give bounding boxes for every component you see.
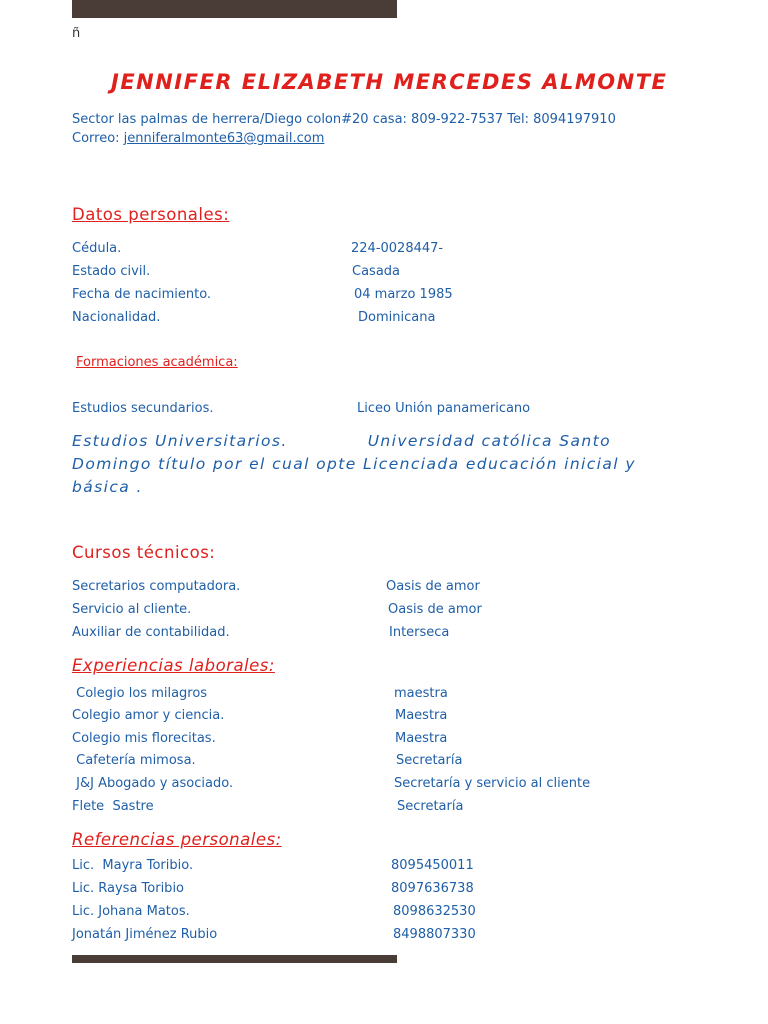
courses-heading: Cursos técnicos: — [72, 543, 216, 562]
secondary-label: Estudios secundarios. — [72, 401, 214, 416]
personal-label-birth: Fecha de nacimiento. — [72, 287, 212, 302]
experience-label: Colegio los milagros — [72, 686, 208, 701]
reference-phone: 8498807330 — [393, 927, 476, 942]
email-label: Correo: — [72, 131, 124, 146]
experience-label: J&J Abogado y asociado. — [72, 776, 234, 791]
course-value: Interseca — [389, 625, 450, 640]
personal-label-id: Cédula. — [72, 241, 122, 256]
references-heading: Referencias personales: — [72, 830, 282, 849]
university-text: Universidad católica Santo Domingo título por el cual opte Licenciada educación inicial y básica . — [72, 432, 636, 496]
personal-value-nationality: Dominicana — [358, 310, 436, 325]
personal-value-birth: 04 marzo 1985 — [354, 287, 453, 302]
course-value: Oasis de amor — [386, 579, 480, 594]
secondary-value: Liceo Unión panamericano — [357, 401, 531, 416]
course-value: Oasis de amor — [388, 602, 482, 617]
reference-name: Lic. Mayra Toribio. — [72, 858, 194, 873]
experience-label: Colegio amor y ciencia. — [72, 708, 225, 723]
applicant-name: JENNIFER ELIZABETH MERCEDES ALMONTE — [111, 70, 668, 94]
education-heading: Formaciones académica: — [76, 355, 238, 370]
course-label: Servicio al cliente. — [72, 602, 192, 617]
university-label: Estudios Universitarios. — [72, 432, 288, 450]
experience-value: Maestra — [395, 708, 448, 723]
personal-label-civil: Estado civil. — [72, 264, 151, 279]
reference-name: Lic. Johana Matos. — [72, 904, 190, 919]
personal-value-id: 224-0028447- — [351, 241, 444, 256]
experience-heading: Experiencias laborales: — [72, 656, 275, 675]
experience-label: Colegio mis florecitas. — [72, 731, 216, 746]
personal-data-heading: Datos personales: — [72, 205, 230, 224]
reference-name: Lic. Raysa Toribio — [72, 881, 185, 896]
experience-value: Secretaría y servicio al cliente — [394, 776, 591, 791]
reference-phone: 8098632530 — [393, 904, 476, 919]
course-label: Secretarios computadora. — [72, 579, 241, 594]
university-paragraph — [72, 430, 682, 499]
personal-value-civil: Casada — [352, 264, 401, 279]
reference-phone: 8097636738 — [391, 881, 474, 896]
experience-label: Flete Sastre — [72, 799, 154, 814]
course-label: Auxiliar de contabilidad. — [72, 625, 230, 640]
experience-value: Secretaría — [397, 799, 464, 814]
address-line: Sector las palmas de herrera/Diego colon#20 casa: 809-922-7537 Tel: 8094197910 — [72, 112, 616, 127]
personal-label-nationality: Nacionalidad. — [72, 310, 161, 325]
experience-value: Maestra — [395, 731, 448, 746]
reference-phone: 8095450011 — [391, 858, 474, 873]
experience-value: Secretaría — [396, 753, 463, 768]
header-mark: ñ — [72, 26, 81, 41]
email-line — [72, 131, 324, 146]
bottom-decorative-bar — [72, 955, 397, 963]
experience-label: Cafetería mimosa. — [72, 753, 196, 768]
top-decorative-bar — [72, 0, 397, 18]
reference-name: Jonatán Jiménez Rubio — [72, 927, 218, 942]
email-link[interactable]: jenniferalmonte63@gmail.com — [123, 131, 325, 146]
experience-value: maestra — [394, 686, 448, 701]
